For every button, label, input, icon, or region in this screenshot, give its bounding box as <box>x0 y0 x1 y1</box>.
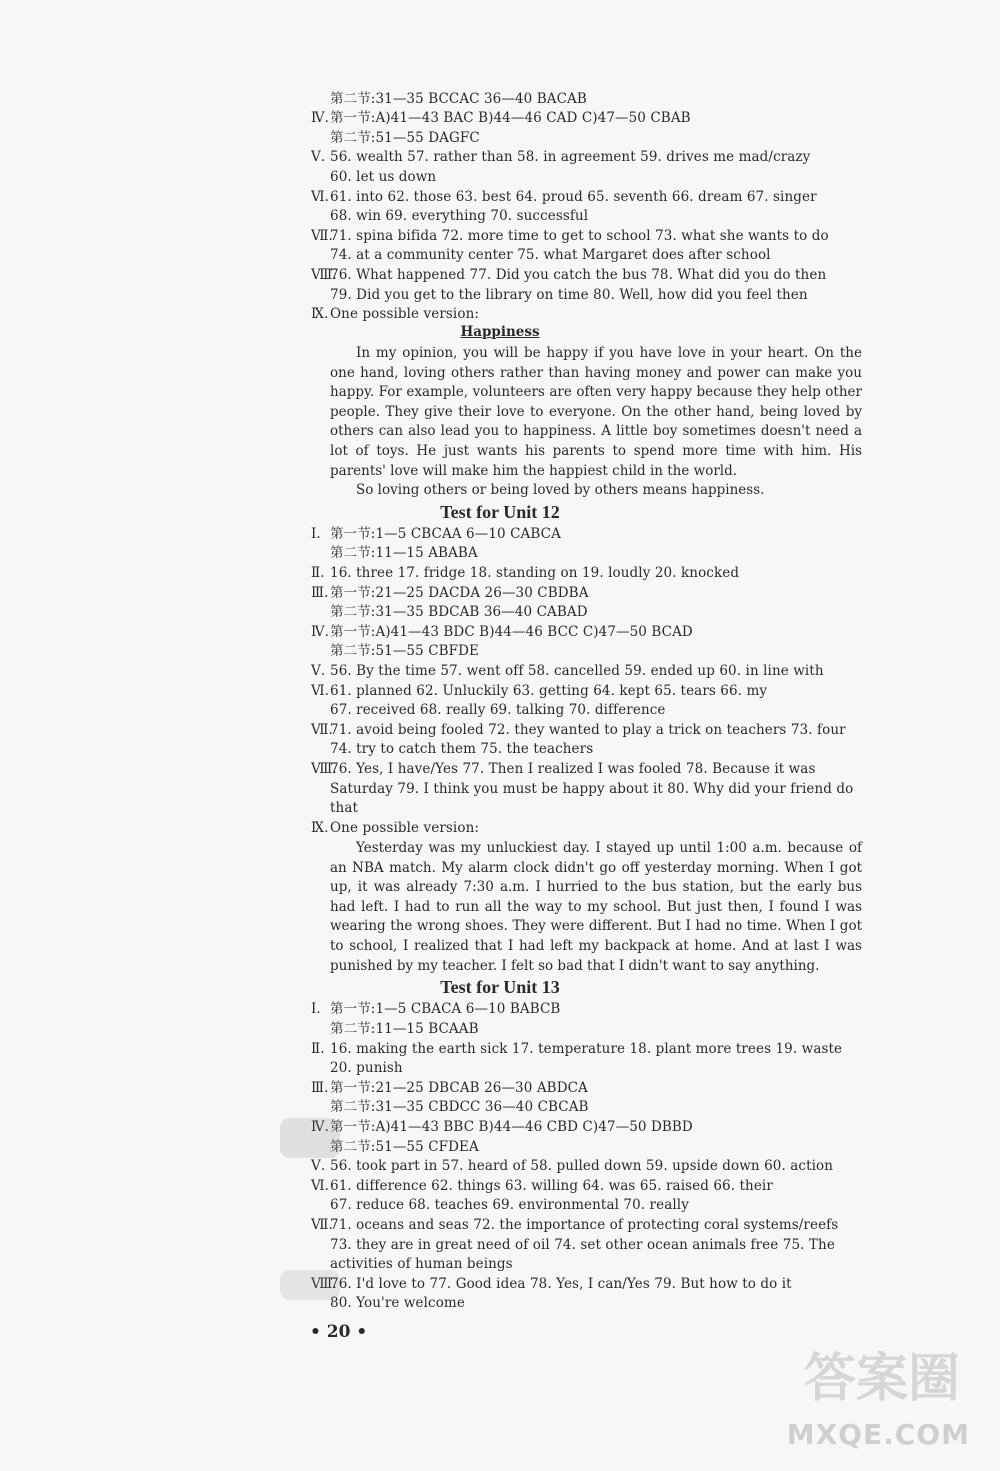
answer-text: 71. spina bifida 72. more time to get to school 73. what she wants to do <box>330 228 829 244</box>
section-numeral: Ⅳ. <box>311 110 329 126</box>
answer-text: 第二节:31—35 BCCAC 36—40 BACAB <box>330 91 587 107</box>
answer-line <box>330 544 478 564</box>
answer-line <box>330 623 693 643</box>
answer-line <box>330 760 816 780</box>
faded-stamp-mark <box>280 1118 340 1158</box>
answer-text: 16. three 17. fridge 18. standing on 19. loudly 20. knocked <box>330 565 740 581</box>
answer-line <box>330 1079 588 1099</box>
answer-text: 第一节:A)41—43 BDC B)44—46 BCC C)47—50 BCAD <box>330 624 693 640</box>
answer-line <box>330 207 588 227</box>
answer-line <box>330 1138 479 1158</box>
answer-text: 74. at a community center 75. what Margaret does after school <box>330 247 771 263</box>
heading-unit-13: Test for Unit 13 <box>440 977 560 997</box>
section-numeral: Ⅷ. <box>311 1276 337 1292</box>
answer-line <box>330 246 771 266</box>
answer-text: 第二节:51—55 DAGFC <box>330 130 480 146</box>
answer-text: 67. reduce 68. teaches 69. environmental 70. really <box>330 1197 689 1213</box>
answer-line <box>330 168 436 188</box>
section-numeral: Ⅷ. <box>311 267 337 283</box>
section-numeral: Ⅸ. <box>311 306 329 322</box>
page-number: • 20 • <box>310 1322 368 1342</box>
section-numeral: Ⅰ. <box>311 526 321 542</box>
answer-text: 79. Did you get to the library on time 80. Well, how did you feel then <box>330 287 808 303</box>
answer-text: One possible version: <box>330 820 480 836</box>
answer-line <box>330 662 824 682</box>
answer-text: 76. What happened 77. Did you catch the bus 78. What did you do then <box>330 267 827 283</box>
answer-line <box>330 266 826 286</box>
answer-line <box>330 564 739 584</box>
answer-line <box>330 603 588 623</box>
answer-line <box>330 1294 465 1314</box>
answer-text: 56. By the time 57. went off 58. cancelled 59. ended up 60. in line with <box>330 663 824 679</box>
answer-line <box>330 1157 833 1177</box>
answer-line <box>330 701 666 721</box>
answer-line <box>330 1196 689 1216</box>
answer-line <box>330 642 479 662</box>
essay-happiness-paragraph-2: So loving others or being loved by others means happiness. <box>356 482 765 498</box>
answer-text: 第二节:11—15 ABABA <box>330 545 478 561</box>
section-numeral: Ⅵ. <box>311 683 330 699</box>
section-numeral: Ⅴ. <box>311 149 326 165</box>
section-numeral: Ⅱ. <box>311 565 325 581</box>
answer-text: Saturday 79. I think you must be happy about it 80. Why did your friend do <box>330 781 854 797</box>
answer-text: 74. try to catch them 75. the teachers <box>330 741 594 757</box>
section-numeral: Ⅸ. <box>311 820 329 836</box>
section-numeral: Ⅲ. <box>311 585 329 601</box>
answer-text: that <box>330 800 358 816</box>
answer-line <box>330 525 561 545</box>
answer-line <box>330 129 480 149</box>
answer-text: 第一节:1—5 CBACA 6—10 BABCB <box>330 1001 561 1017</box>
essay-title-happiness: Happiness <box>460 324 540 340</box>
section-numeral: Ⅴ. <box>311 1158 326 1174</box>
answer-text: 第一节:A)41—43 BBC B)44—46 CBD C)47—50 DBBD <box>330 1119 693 1135</box>
section-numeral: Ⅶ. <box>311 228 333 244</box>
answer-text: 16. making the earth sick 17. temperature 18. plant more trees 19. waste <box>330 1041 843 1057</box>
answer-text: 56. wealth 57. rather than 58. in agreement 59. drives me mad/crazy <box>330 149 811 165</box>
answer-text: 61. planned 62. Unluckily 63. getting 64. kept 65. tears 66. my <box>330 683 768 699</box>
essay-happiness-paragraph-1: In my opinion, you will be happy if you have love in your heart. On the one hand, loving others rather than having money and power can make you happy. For example, volunteers are often very happy because they help other people. They give their love to everyone. On the other hand, being loved by others can also lead you to happiness. A little boy sometimes doesn't need a lot of toys. He just wants his parents to spend more time with him. His parents' love will make him the happiest child in the world. <box>330 345 862 479</box>
answer-text: 80. You're welcome <box>330 1295 465 1311</box>
answer-line <box>330 305 479 325</box>
answer-line <box>330 188 817 208</box>
answer-line <box>330 1118 693 1138</box>
section-numeral: Ⅲ. <box>311 1080 329 1096</box>
answer-text: 60. let us down <box>330 169 437 185</box>
section-numeral: Ⅷ. <box>311 761 337 777</box>
answer-line <box>330 1255 513 1275</box>
section-numeral: Ⅳ. <box>311 624 329 640</box>
answer-line <box>330 1098 589 1118</box>
answer-line <box>330 682 767 702</box>
site-watermark-logo <box>750 1341 970 1451</box>
section-numeral: Ⅶ. <box>311 1217 333 1233</box>
answer-text: 76. I'd love to 77. Good idea 78. Yes, I can/Yes 79. But how to do it <box>330 1276 792 1292</box>
section-numeral: Ⅰ. <box>311 1001 321 1017</box>
answer-line <box>330 227 829 247</box>
answer-text: 第二节:31—35 CBDCC 36—40 CBCAB <box>330 1099 589 1115</box>
answer-line <box>330 1216 838 1236</box>
section-numeral: Ⅶ. <box>311 722 333 738</box>
answer-text: 71. oceans and seas 72. the importance of protecting coral systems/reefs <box>330 1217 839 1233</box>
answer-line <box>330 780 853 800</box>
answer-line <box>330 1236 835 1256</box>
answer-text: 第一节:21—25 DACDA 26—30 CBDBA <box>330 585 589 601</box>
section-numeral: Ⅴ. <box>311 663 326 679</box>
answer-text: 56. took part in 57. heard of 58. pulled down 59. upside down 60. action <box>330 1158 834 1174</box>
answer-line <box>330 1040 842 1060</box>
answer-text: 第一节:21—25 DBCAB 26—30 ABDCA <box>330 1080 588 1096</box>
answer-text: 第二节:11—15 BCAAB <box>330 1021 479 1037</box>
section-numeral: Ⅵ. <box>311 189 330 205</box>
section-numeral: Ⅳ. <box>311 1119 329 1135</box>
answer-line <box>330 740 593 760</box>
answer-text: 76. Yes, I have/Yes 77. Then I realized I was fooled 78. Because it was <box>330 761 816 777</box>
answer-text: 第二节:31—35 BDCAB 36—40 CABAD <box>330 604 588 620</box>
answer-text: 61. difference 62. things 63. willing 64. was 65. raised 66. their <box>330 1178 773 1194</box>
answer-text: 68. win 69. everything 70. successful <box>330 208 589 224</box>
answer-text: 20. punish <box>330 1060 403 1076</box>
answer-line <box>330 109 691 129</box>
answer-text: 第一节:A)41—43 BAC B)44—46 CAD C)47—50 CBAB <box>330 110 691 126</box>
watermark-logo-text: 答案圈 <box>803 1349 960 1409</box>
heading-unit-12: Test for Unit 12 <box>440 502 560 522</box>
answer-line <box>330 148 810 168</box>
answer-line <box>330 799 358 819</box>
answer-line <box>330 1177 773 1197</box>
answer-line <box>330 584 589 604</box>
answer-line <box>330 1020 479 1040</box>
section-numeral: Ⅱ. <box>311 1041 325 1057</box>
answer-line <box>330 721 846 741</box>
answer-text: 第二节:51—55 CBFDE <box>330 643 479 659</box>
answer-line <box>330 286 808 306</box>
watermark-site-text: MXQE.COM <box>786 1418 970 1451</box>
answer-line <box>330 819 479 839</box>
faded-stamp-mark <box>280 1270 340 1300</box>
answer-line <box>330 1275 792 1295</box>
answer-text: 61. into 62. those 63. best 64. proud 65. seventh 66. dream 67. singer <box>330 189 817 205</box>
answer-text: 第二节:51—55 CFDEA <box>330 1139 479 1155</box>
answer-line <box>330 90 587 110</box>
answer-text: 第一节:1—5 CBCAA 6—10 CABCA <box>330 526 561 542</box>
answer-text: 73. they are in great need of oil 74. set other ocean animals free 75. The <box>330 1237 835 1253</box>
answer-text: One possible version: <box>330 306 480 322</box>
essay-unit12: Yesterday was my unluckiest day. I stayed up until 1:00 a.m. because of an NBA match. My alarm clock didn't go off yesterday morning. When I got up, it was already 7:30 a.m. I hurried to the bus station, but the early bus had left. I had to run all the way to my school. But just then, I found I was wearing the wrong shoes. They were different. But I had no time. When I got to school, I realized that I had left my backpack at home. And at last I was punished by my teacher. I felt so bad that I didn't want to say anything. <box>330 840 862 974</box>
answer-text: 71. avoid being fooled 72. they wanted to play a trick on teachers 73. four <box>330 722 846 738</box>
section-numeral: Ⅵ. <box>311 1178 330 1194</box>
answer-text: 67. received 68. really 69. talking 70. difference <box>330 702 666 718</box>
answer-line <box>330 1059 403 1079</box>
answer-text: activities of human beings <box>330 1256 513 1272</box>
answer-line <box>330 1000 560 1020</box>
